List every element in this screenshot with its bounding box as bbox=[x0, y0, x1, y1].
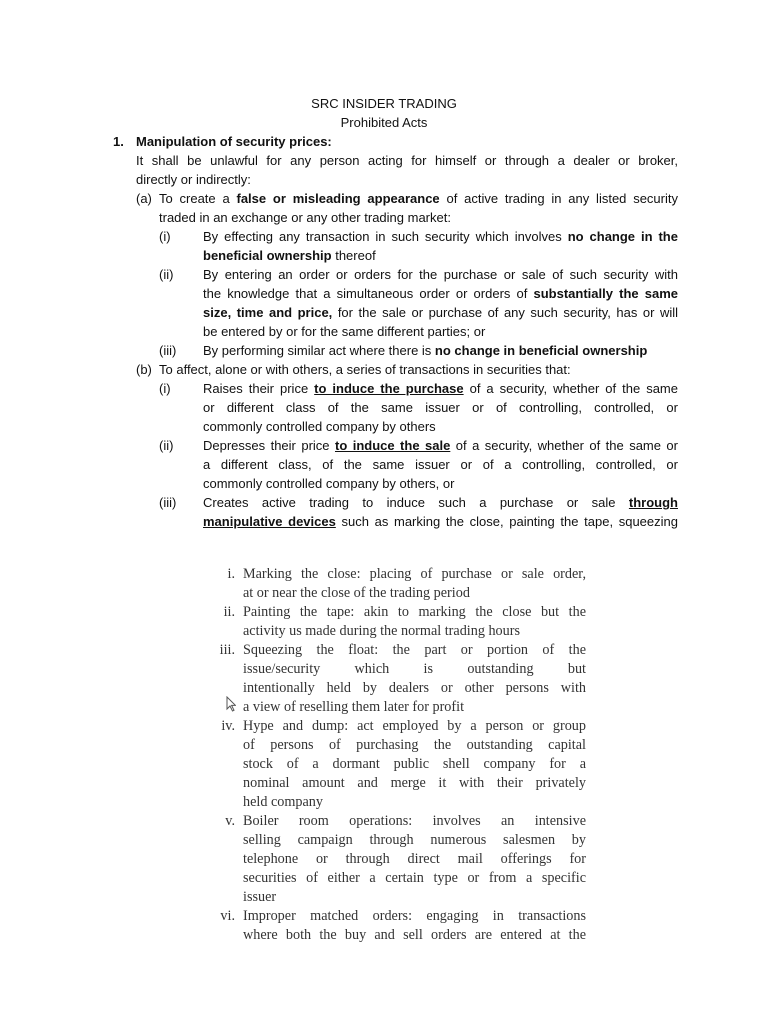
scan-v-line-5: issuer bbox=[243, 889, 277, 905]
item-a-line-2: traded in an exchange or any other trading market: bbox=[159, 210, 451, 225]
scan-num-i: i. bbox=[227, 566, 235, 582]
scan-iii-line-2: issue/security which is outstanding but bbox=[243, 661, 586, 677]
section-number: 1. bbox=[113, 134, 124, 149]
scan-ii-line-1: Painting the tape: akin to marking the close but the bbox=[243, 604, 586, 620]
scan-vi-line-2: where both the buy and sell orders are entered at the bbox=[243, 927, 586, 943]
section-heading: Manipulation of security prices: bbox=[136, 134, 332, 149]
item-b-label: (b) bbox=[136, 362, 152, 377]
scan-iii-line-3: intentionally held by dealers or other persons with bbox=[243, 680, 586, 696]
item-b-i-line-2: or different class of the same issuer or of controlling, controlled, or bbox=[203, 400, 678, 415]
item-b-ii-line-1: Depresses their price to induce the sale of a security, whether of the same or bbox=[203, 438, 678, 453]
scan-num-ii: ii. bbox=[223, 604, 235, 620]
scan-num-v: v. bbox=[225, 813, 235, 829]
item-a-ii-line-3: size, time and price, for the sale or purchase of any such security, has or will bbox=[203, 305, 678, 320]
item-b-line-1: To affect, alone or with others, a series of transactions in securities that: bbox=[159, 362, 571, 377]
scan-iii-line-1: Squeezing the float: the part or portion of the bbox=[243, 642, 586, 658]
item-a-label: (a) bbox=[136, 191, 152, 206]
scan-iv-line-5: held company bbox=[243, 794, 323, 810]
scan-iv-line-2: of persons of purchasing the outstanding capital bbox=[243, 737, 586, 753]
item-a-i-num: (i) bbox=[159, 229, 171, 244]
scan-i-line-2: at or near the close of the trading period bbox=[243, 585, 470, 601]
scan-i-line-1: Marking the close: placing of purchase or sale order, bbox=[243, 566, 586, 582]
item-b-i-num: (i) bbox=[159, 381, 171, 396]
scan-v-line-1: Boiler room operations: involves an intensive bbox=[243, 813, 586, 829]
scan-v-line-4: securities of either a certain type or from a specific bbox=[243, 870, 586, 886]
item-b-ii-line-3: commonly controlled company by others, or bbox=[203, 476, 455, 491]
scan-vi-line-1: Improper matched orders: engaging in transactions bbox=[243, 908, 586, 924]
item-a-ii-line-2: the knowledge that a simultaneous order or orders of substantially the same bbox=[203, 286, 678, 301]
item-a-line-1: To create a false or misleading appearance of active trading in any listed security bbox=[159, 191, 678, 206]
scanned-excerpt bbox=[205, 560, 595, 950]
item-b-iii-line-2: manipulative devices such as marking the close, painting the tape, squeezing bbox=[203, 514, 678, 529]
doc-subtitle: Prohibited Acts bbox=[340, 115, 428, 130]
item-b-ii-line-2: a different class, of the same issuer or of a controlling, controlled, or bbox=[203, 457, 678, 472]
item-b-i-line-1: Raises their price to induce the purchase of a security, whether of the same bbox=[203, 381, 678, 396]
scan-v-line-2: selling campaign through numerous salesmen by bbox=[243, 832, 586, 848]
item-b-i-line-3: commonly controlled company by others bbox=[203, 419, 436, 434]
item-a-i-line-2: beneficial ownership thereof bbox=[203, 248, 376, 263]
intro-line-2: directly or indirectly: bbox=[136, 172, 251, 187]
mouse-pointer-icon bbox=[226, 696, 236, 712]
doc-title: SRC INSIDER TRADING bbox=[311, 96, 457, 111]
scan-num-iii: iii. bbox=[219, 642, 235, 658]
scan-iv-line-1: Hype and dump: act employed by a person or group bbox=[243, 718, 586, 734]
item-b-iii-num: (iii) bbox=[159, 495, 177, 510]
item-a-iii-line: By performing similar act where there is no change in beneficial ownership bbox=[203, 343, 648, 358]
scan-v-line-3: telephone or through direct mail offerings for bbox=[243, 851, 586, 867]
item-b-ii-num: (ii) bbox=[159, 438, 174, 453]
scan-iv-line-4: nominal amount and merge it with their privately bbox=[243, 775, 586, 791]
item-a-iii-num: (iii) bbox=[159, 343, 177, 358]
item-a-i-line-1: By effecting any transaction in such security which involves no change in the bbox=[203, 229, 678, 244]
item-b-iii-line-1: Creates active trading to induce such a purchase or sale through bbox=[203, 495, 678, 510]
scan-ii-line-2: activity us made during the normal trading hours bbox=[243, 623, 520, 639]
intro-line-1: It shall be unlawful for any person acting for himself or through a dealer or broker, bbox=[136, 153, 678, 168]
scan-iii-line-4: a view of reselling them later for profit bbox=[243, 699, 465, 715]
scan-num-iv: iv. bbox=[221, 718, 235, 734]
item-a-ii-num: (ii) bbox=[159, 267, 174, 282]
scan-num-vi: vi. bbox=[220, 908, 235, 924]
scan-iv-line-3: stock of a dormant public shell company for a bbox=[243, 756, 586, 772]
item-a-ii-line-1: By entering an order or orders for the purchase or sale of such security with bbox=[203, 267, 678, 282]
item-a-ii-line-4: be entered by or for the same different parties; or bbox=[203, 324, 486, 339]
